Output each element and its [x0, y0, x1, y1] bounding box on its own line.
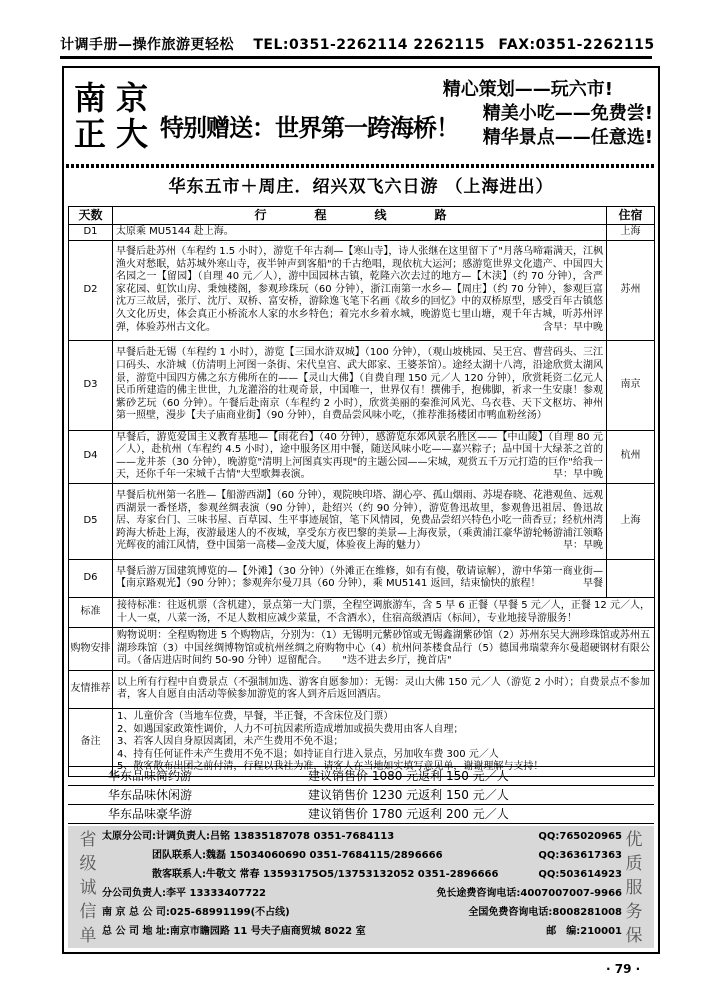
day-label: D3 — [69, 340, 113, 430]
header-stay: 住宿 — [607, 207, 655, 225]
contact-right: 全国免费咨询电话:8008281008 — [468, 907, 622, 918]
route-text: 早餐后游万国建筑博览的—【外滩】（30 分钟）（外滩正在维修，如有有傻，敬请谅解），游中华第一商业街—【南京路观光】（90 分钟）；参观奔尔曼刀具（60 分钟），乘 MU5141 返回，结束愉快的旅程！ — [116, 565, 603, 590]
contact-right: QQ:765020965 — [538, 831, 622, 842]
side-char: 级 — [79, 854, 97, 874]
slogan-line: 精华景点——任意选! — [482, 127, 653, 148]
contact-left: 总 公 司 地 址:南京市瞻园路 11 号夫子庙商贸城 8022 室 — [102, 926, 366, 937]
price-value: 建议销售价 1080 元返利 150 元／人 — [308, 769, 509, 783]
meal-info: 早餐 — [583, 578, 603, 590]
logo-char: 大 — [115, 115, 148, 153]
table-header-row — [69, 207, 655, 225]
notes-text: 以上所有行程中自费景点（不强制加选、游客自愿参加）：无锡：灵山大佛 150 元／人（游览 2 小时）；自费景点不参加者，客人自愿自由活动等候参加游览的客人到齐后返回酒店。 — [113, 670, 655, 708]
side-char: 单 — [79, 926, 97, 946]
price-name: 华东品味豪华游 — [108, 807, 193, 821]
price-row — [68, 805, 654, 824]
gift-headline: 特别赠送：世界第一跨海桥！ — [160, 113, 459, 142]
table-row — [69, 670, 655, 708]
table-row — [69, 597, 655, 627]
contact-line — [102, 904, 622, 922]
table-row — [69, 628, 655, 671]
slogans — [443, 78, 653, 150]
meal-info: 早：早中晚 — [553, 469, 603, 481]
price-row — [68, 767, 654, 786]
table-row — [69, 225, 655, 241]
day-route — [113, 559, 607, 597]
company-logo — [72, 80, 152, 158]
table-row — [69, 559, 655, 597]
header-rule — [60, 56, 652, 59]
day-label: D6 — [69, 559, 113, 597]
contact-line — [102, 923, 622, 941]
notes-label: 备注 — [69, 708, 113, 776]
side-char: 优 — [625, 830, 643, 850]
meal-info: 早：早晚 — [563, 540, 603, 552]
notes-label: 标准 — [69, 597, 113, 627]
day-label: D1 — [69, 225, 113, 241]
price-value: 建议销售价 1230 元返利 150 元／人 — [308, 788, 509, 802]
price-row — [68, 786, 654, 805]
side-char: 诚 — [79, 878, 97, 898]
credential-chars-left — [76, 828, 100, 948]
header-day: 天数 — [69, 207, 113, 225]
day-route — [113, 240, 607, 340]
day-route — [113, 483, 607, 559]
day-label: D2 — [69, 240, 113, 340]
notes-text: 接待标准：往返机票（含机建），景点第一大门票，全程空调旅游车，含 5 早 6 正餐（早餐 5 元／人，正餐 12 元／人，十人一桌，八菜一汤，不足人数相应减少菜量，不含酒水），住宿高级酒店（标间），专业地接导游服务！ — [113, 597, 655, 627]
price-list — [68, 766, 654, 824]
header-fax: FAX:0351-2262115 — [498, 37, 655, 53]
page-number: · 79 · — [606, 962, 641, 976]
day-stay: 苏州 — [607, 240, 655, 340]
contact-left: 散客联系人:牛敬文 常春 13593175O5/13753132052 0351-2896666 — [102, 869, 499, 880]
route-text: 早餐后赴苏州（车程约 1.5 小时），游览千年古刹—【寒山寺】，诗人张继在这里留下了"月落乌啼霜满天，江枫渔火对愁眠，姑苏城外寒山寺，夜半钟声到客船"的千古绝唱，现依杭大运河；感游览世界文化遗产、中国四大名园之一【留园】（自理 40 元／人），游中国园林古镇，乾隆六次去过的地方—【木渎】（约 70 分钟），含严家花园、虹饮山房、秉烛楼阁，参观珍珠玩（60 分钟），浙江南第一水乡—【周庄】（约 70 分钟），参观巨富沈万三故居，张厅、沈厅、双桥、富安桥，游除逸飞笔下名画《故乡的回忆》中的双桥原型，感受百年古镇悠久文化历史，体会真正小桥流水人家的水乡特色；着完水乡着水城，晚游览七里山塘，观千年古城，听苏州评弹，体验苏州古文化。 — [116, 246, 603, 333]
contact-right: QQ:503614923 — [538, 869, 622, 880]
decorative-band — [66, 164, 656, 168]
credential-chars-right — [622, 828, 646, 948]
logo-char: 正 — [73, 115, 106, 153]
tour-title: 华东五市＋周庄．绍兴双飞六日游 （上海进出） — [168, 177, 554, 197]
itinerary-table — [68, 206, 655, 777]
meal-info: 含早：早中晚 — [543, 321, 603, 333]
day-stay — [607, 559, 655, 597]
header-tel: TEL:0351-2262114 2262115 — [253, 37, 486, 53]
route-text: 早餐后，游览爱国主义教育基地—【雨花台】（40 分钟），感游览东郊风景名胜区——【中山陵】（自理 80 元／人），赴杭州（车程约 4.5 小时），途中服务区用中餐，随送风味小吃——嘉兴粽子；品中国十大绿茶之首的——龙井茶（30 分钟），晚游览"清明上河图真实再现"的主题公园——宋城，观赏五千万元打造的巨作"给我一天，还你千年一宋城千古情"大型歌舞表演。 — [116, 431, 603, 481]
side-char: 省 — [79, 830, 97, 850]
day-label: D4 — [69, 430, 113, 483]
contact-left: 团队联系人:魏磊 15034060690 0351-7684115/2896666 — [102, 850, 443, 861]
route-text: 早餐后杭州第一名胜—【船游西湖】（60 分钟），观院映印塔、湖心亭、孤山烟雨、苏堤春晓、花港观鱼、远观西湖景一番怪塔，参观丝绸表演（90 分钟），赴绍兴（约 90 分钟），游览鲁迅故里，参观鲁迅祖居、鲁迅故居、寿家台门、三味书屋、百草园、生平事迹展馆，笔下风情园，免费品尝绍兴特色小吃一茴香豆；经杭州湾跨海大桥赴上海，夜游最迷人的不夜城，享受东方夜巴黎的美景—上海夜景，（乘黄浦江豪华游轮畅游浦江领略光辉夜的浦江风情，登中国第一高楼—金茂大厦，体验夜上海的魅力） — [116, 489, 603, 552]
notes-label: 购物安排 — [69, 628, 113, 671]
side-char: 信 — [79, 902, 97, 922]
notes-text: 购物说明：全程购物进 5 个购物店，分别为：（1）无锡明元紫砂馆或无锡鑫湖紫砂馆（2）苏州东吴大洲珍珠馆或苏州五湖珍珠馆（3）中国丝绸博物馆或杭州丝绸之府购物中心（4）杭州问茶楼食品行（5）德国弗瑞蒙奔尔曼超硬钢材有限公司。（备店进店时间约 50-90 分钟）逗留配合。 "迭不进去乡厅，挽首店" — [113, 628, 655, 671]
price-name: 华东品味简约游 — [108, 769, 193, 783]
price-name: 华东品味休闲游 — [108, 788, 193, 802]
contact-left: 南 京 总 公 司:025-68991199(不占线) — [102, 907, 290, 918]
contact-left: 分公司负责人:李平 13333407722 — [102, 888, 267, 899]
slogan-line: 精美小吃——免费尝! — [482, 103, 653, 124]
contact-right: 免长途费咨询电话:4007007007-9966 — [436, 888, 622, 899]
day-stay: 上海 — [607, 225, 655, 241]
header-route: 行 程 线 路 — [113, 207, 607, 225]
contact-line — [102, 866, 622, 884]
side-char: 服 — [625, 878, 643, 898]
price-value: 建议销售价 1780 元返利 200 元／人 — [308, 807, 509, 821]
contact-right: QQ:363617363 — [538, 850, 622, 861]
side-char: 质 — [625, 854, 643, 874]
header-title: 计调手册—操作旅游更轻松 — [60, 37, 234, 53]
contact-right: 邮 编:210001 — [546, 926, 622, 937]
table-row — [69, 483, 655, 559]
table-row — [69, 340, 655, 430]
day-label: D5 — [69, 483, 113, 559]
day-route — [113, 430, 607, 483]
slogan-line: 精心策划——玩六市! — [442, 79, 613, 100]
contact-line — [102, 828, 622, 846]
side-char: 保 — [625, 926, 643, 946]
contact-left: 太原分公司:计调负责人:吕铭 13835187078 0351-7684113 — [102, 831, 395, 842]
contact-line — [102, 885, 622, 903]
notes-text: 1、儿童价含（当地车位费，早餐，半正餐，不含床位及门票） 2、如遇国家政策性调价，人力不可抗因素所造成增加或损失费用由客人自理； 3、若客人因自身原因离团，未产生费用不免不退； 4、持有任何证件未产生费用不免不退；如持证自行进入景点，另加收车费 300 元／人 5、散客散布出团之前付清，行程以我社为准，请客人在当地如实填写意见单，谢谢理解与支持！ — [113, 708, 655, 776]
day-route: 太原乘 MU5144 赴上海。 — [113, 225, 607, 241]
notes-label: 友情推荐 — [69, 670, 113, 708]
table-row — [69, 430, 655, 483]
contact-line — [102, 847, 622, 865]
table-row — [69, 240, 655, 340]
day-stay: 上海 — [607, 483, 655, 559]
day-route: 早餐后赴无锡（车程约 1 小时），游览【三国水浒双城】（100 分钟），（观山坡桃园、吴王宫、曹营码头、三江口码头、水浒城（仿清明上河图一条街、宋代皇宫、武大郎家、王婆茶馆）。途经太湖十八湾，沿途欣赏太湖风景，游览中国四方佛之东方佛所在的——【灵山大佛】（自费自理 150 元／人 120 分钟），欣赏耗资二亿元人民币所建造的佛主世世，九龙灌浴的壮观奇景，中国唯一，世界仅有！撰佛手，抱佛脚，祈求一生安康！参观紫砂艺玩（60 分钟）。午餐后赴南京（车程约 2 小时），欣赏美丽的秦淮河风光、乌衣巷、天下文枢坊、神州第一照壁，漫步【夫子庙商业街】（90 分钟），自费品尝风味小吃，（推荐淮扬楼团市鸭血粉丝汤） — [113, 340, 607, 430]
day-stay: 南京 — [607, 340, 655, 430]
page-header — [60, 34, 655, 54]
logo-char: 南 — [73, 79, 106, 117]
side-char: 务 — [625, 902, 643, 922]
logo-char: 京 — [115, 79, 148, 117]
day-stay: 杭州 — [607, 430, 655, 483]
